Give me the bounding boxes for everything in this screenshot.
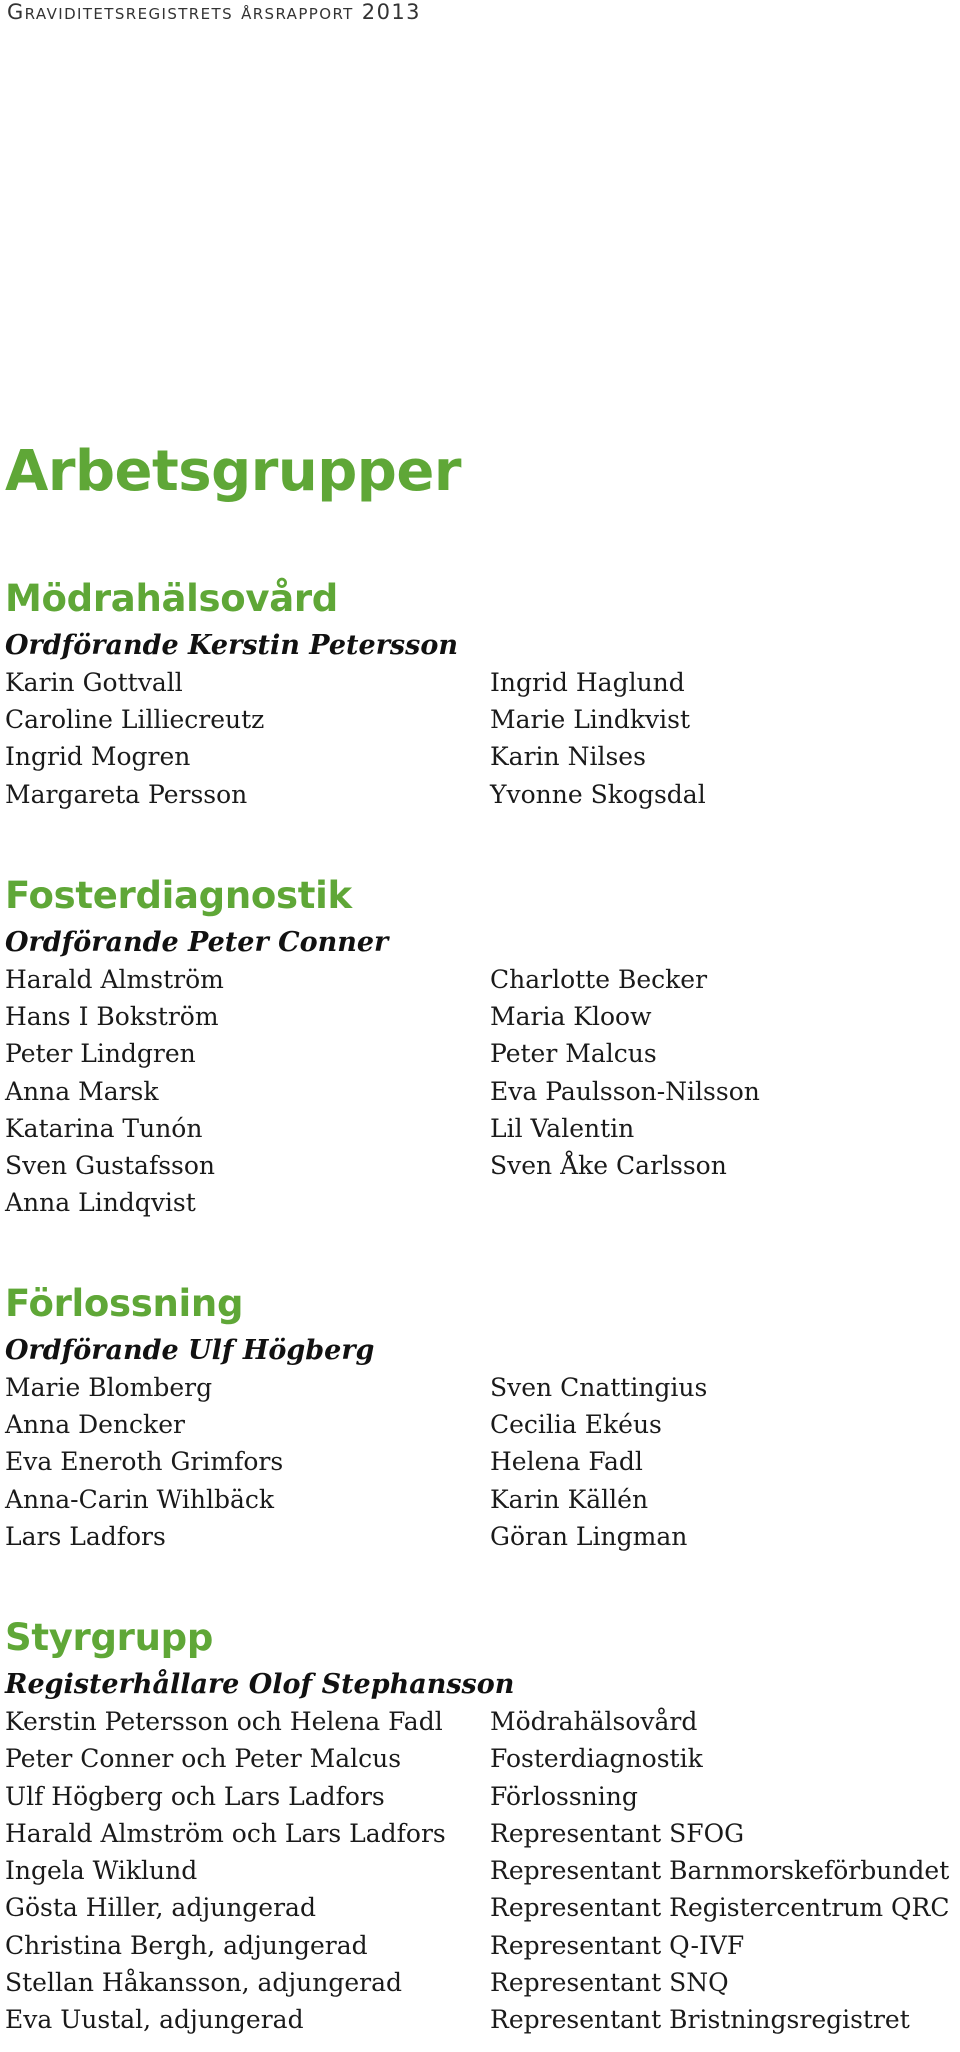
member-name: Anna Lindqvist [5,1188,196,1218]
steering-member: Peter Conner och Peter Malcus [5,1744,402,1774]
steering-role: Representant Registercentrum QRC [490,1893,950,1923]
member-name: Katarina Tunón [5,1113,203,1143]
member-name: Anna Marsk [5,1076,159,1106]
member-name: Sven Gustafsson [5,1150,216,1180]
member-name: Karin Källén [490,1484,649,1514]
steering-role: Fosterdiagnostik [490,1744,703,1774]
member-name: Lars Ladfors [5,1521,166,1551]
steering-role: Representant SNQ [490,1968,729,1998]
member-column-left [5,664,490,813]
steering-member: Christina Bergh, adjungerad [5,1930,368,1960]
steering-row [5,1740,955,1777]
section-styrgrupp [5,1610,955,2039]
member-columns [5,1369,955,1555]
steering-row [5,1852,955,1889]
member-name: Helena Fadl [490,1447,643,1477]
chair-line: Ordförande Ulf Högberg [5,1335,375,1366]
member-columns [5,664,955,813]
section-fosterdiagnostik [5,868,955,1221]
steering-role: Förlossning [490,1781,638,1811]
steering-row [5,1889,955,1926]
member-name: Karin Gottvall [5,668,183,697]
member-name: Marie Lindkvist [490,705,691,735]
member-name: Eva Paulsson-Nilsson [490,1076,760,1106]
steering-row [5,1703,955,1740]
member-name: Göran Lingman [490,1521,688,1551]
member-name: Hans I Bokström [5,1002,219,1032]
member-column-right [490,961,955,1221]
running-header: Graviditetsregistrets årsrapport 2013 [7,0,421,24]
member-name: Caroline Lilliecreutz [5,705,265,735]
member-columns [5,961,955,1221]
page-title: Arbetsgrupper [5,439,461,504]
steering-row [5,1927,955,1964]
member-name: Anna-Carin Wihlbäck [5,1484,275,1514]
member-name: Yvonne Skogsdal [490,779,706,809]
member-name: Maria Kloow [490,1002,652,1032]
section-modrahalsovard [5,571,955,813]
steering-row [5,1815,955,1852]
member-name: Ingrid Haglund [490,668,685,697]
member-column-right [490,1369,955,1555]
member-name: Charlotte Becker [490,965,708,994]
steering-member: Stellan Håkansson, adjungerad [5,1968,402,1998]
member-name: Cecilia Ekéus [490,1410,662,1440]
member-column-left [5,961,490,1221]
member-name: Peter Lindgren [5,1039,196,1069]
steering-row [5,1964,955,2001]
chair-line: Registerhållare Olof Stephansson [5,1669,515,1700]
section-forlossning [5,1276,955,1555]
member-name: Peter Malcus [490,1039,657,1069]
steering-role: Representant Q-IVF [490,1930,745,1960]
steering-role: Mödrahälsovård [490,1707,698,1736]
member-name: Margareta Persson [5,779,248,809]
steering-member: Kerstin Petersson och Helena Fadl [5,1707,443,1736]
member-column-left [5,1369,490,1555]
member-name: Harald Almström [5,965,224,994]
steering-member: Gösta Hiller, adjungerad [5,1893,316,1923]
member-name: Eva Eneroth Grimfors [5,1447,284,1477]
chair-line: Ordförande Peter Conner [5,927,389,958]
steering-role: Representant Bristningsregistret [490,2005,910,2035]
member-name: Lil Valentin [490,1113,635,1143]
steering-table [5,1703,955,2039]
member-column-right [490,664,955,813]
chair-line: Ordförande Kerstin Petersson [5,630,458,661]
section-heading: Styrgrupp [5,1616,214,1659]
section-heading: Förlossning [5,1282,244,1325]
member-name: Sven Cnattingius [490,1373,708,1402]
steering-member: Harald Almström och Lars Ladfors [5,1818,446,1848]
steering-member: Eva Uustal, adjungerad [5,2005,304,2035]
steering-row [5,2001,955,2038]
member-name: Anna Dencker [5,1410,185,1440]
steering-row [5,1778,955,1815]
steering-member: Ulf Högberg och Lars Ladfors [5,1781,385,1811]
steering-member: Ingela Wiklund [5,1856,198,1886]
member-name: Karin Nilses [490,742,646,772]
section-heading: Fosterdiagnostik [5,874,352,917]
member-name: Sven Åke Carlsson [490,1150,727,1180]
member-name: Ingrid Mogren [5,742,191,772]
steering-role: Representant Barnmorskeförbundet [490,1856,950,1886]
steering-role: Representant SFOG [490,1818,745,1848]
member-name: Marie Blomberg [5,1373,213,1402]
section-heading: Mödrahälsovård [5,577,338,620]
